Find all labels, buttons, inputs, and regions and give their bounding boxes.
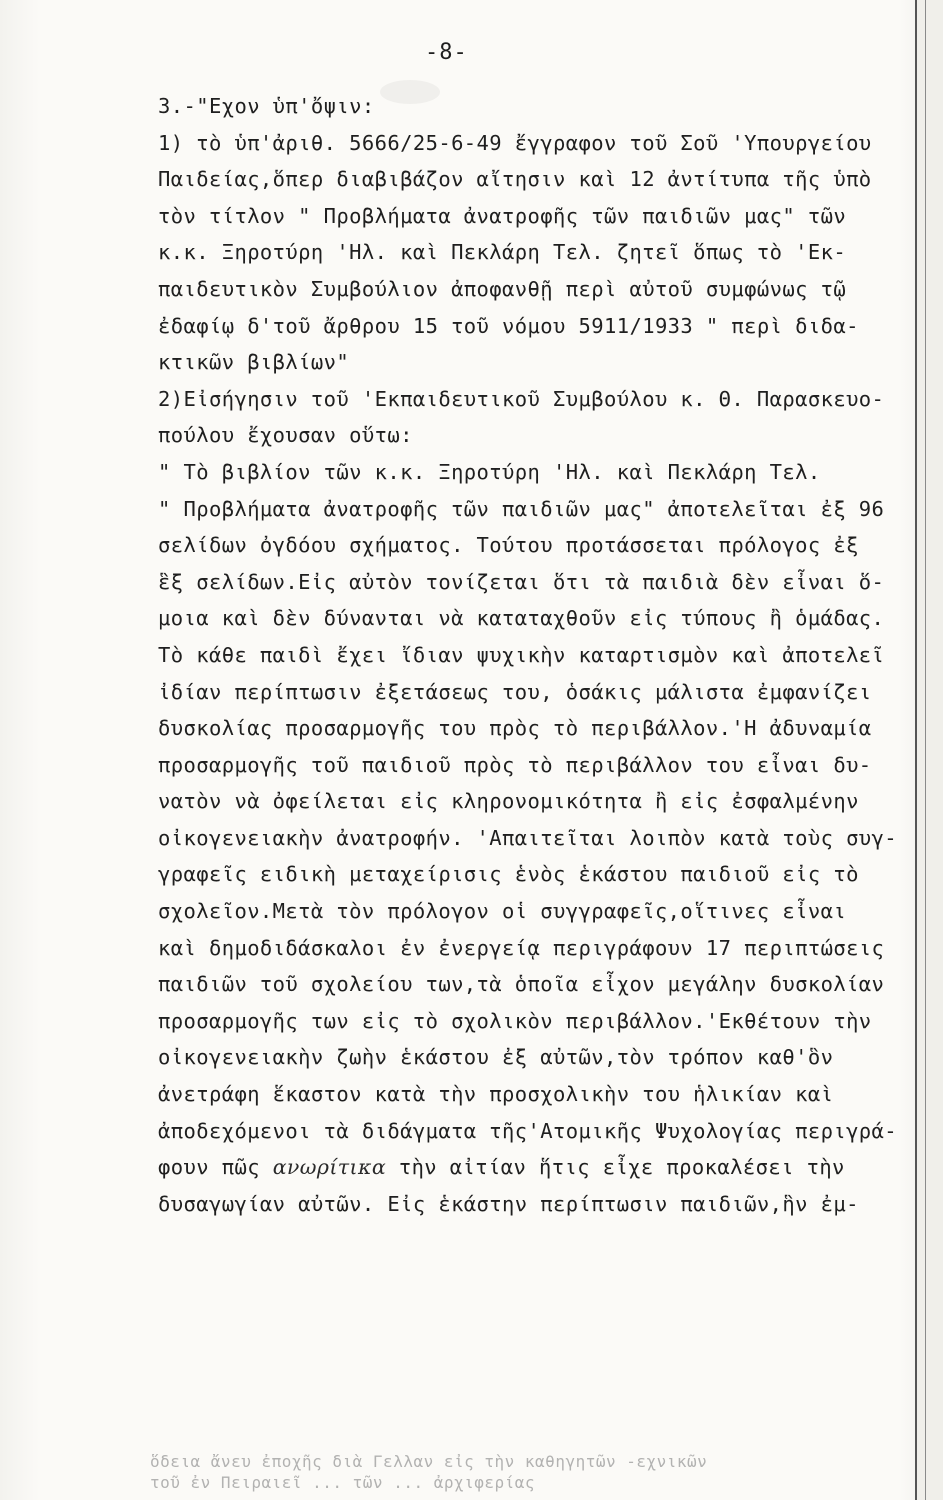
- text-line: δυσκολίας προσαρμογῆς του πρὸς τὸ περιβάλλον.'Η ἀδυναμία: [158, 716, 872, 741]
- text-line: ἰδίαν περίπτωσιν ἐξετάσεως του, ὁσάκις μάλιστα ἐμφανίζει: [158, 679, 872, 704]
- text-line: τὸν τίτλον " Προβλήματα ἀνατροφῆς τῶν παιδιῶν μας" τῶν: [158, 203, 847, 228]
- text-line: " Προβλήματα ἀνατροφῆς τῶν παιδιῶν μας" ἀποτελεῖται ἐξ 96: [158, 496, 885, 521]
- text-line: παιδευτικὸν Συμβούλιον ἀποφανθῇ περὶ αὐτοῦ συμφώνως τῷ: [158, 276, 847, 301]
- text-line: νατὸν νὰ ὀφείλεται εἰς κληρονομικότητα ἢ εἰς ἐσφαλμένην: [158, 789, 859, 814]
- page-binding-edge: [915, 0, 943, 1500]
- text-line: ἀνετράφη ἕκαστον κατὰ τὴν προσχολικὴν του ἡλικίαν καὶ: [158, 1082, 834, 1107]
- text-line: ἓξ σελίδων.Εἰς αὐτὸν τονίζεται ὅτι τὰ παιδιὰ δὲν εἶναι ὅ-: [158, 569, 885, 594]
- text-line: πούλου ἔχουσαν οὕτω:: [158, 423, 413, 448]
- text-line: παιδιῶν τοῦ σχολείου των,τὰ ὁποῖα εἶχον μεγάλην δυσκολίαν: [158, 972, 885, 997]
- binding-rule: [925, 0, 926, 1500]
- document-body: [158, 88, 918, 1222]
- line-text-after: τὴν αἰτίαν ἥτις εἶχε προκαλέσει τὴν: [398, 1155, 845, 1180]
- text-line: ἀποδεχόμενοι τὰ διδάγματα τῆς'Ατομικῆς Ψυχολογίας περιγρά-: [158, 1118, 898, 1143]
- text-line: " Τὸ βιβλίον τῶν κ.κ. Ξηροτύρη 'Ηλ. καὶ Πεκλάρη Τελ.: [158, 459, 821, 484]
- handwritten-correction: ανωρίτικα: [272, 1155, 387, 1180]
- text-line: προσαρμογῆς τοῦ παιδιοῦ πρὸς τὸ περιβάλλον του εἶναι δυ-: [158, 752, 872, 777]
- text-line: Παιδείας,ὅπερ διαβιβάζον αἴτησιν καὶ 12 ἀντίτυπα τῆς ὑπὸ: [158, 167, 872, 192]
- page-number: -8-: [425, 40, 468, 65]
- text-line: Τὸ κάθε παιδὶ ἔχει ἴδιαν ψυχικὴν καταρτισμὸν καὶ ἀποτελεῖ: [158, 642, 885, 667]
- bleed-through-text: ὅδεια ἄνευ ἐποχῆς διὰ Γελλαν εἰς τὴν καθηγητῶν -εχνικῶν: [150, 1452, 708, 1471]
- bleed-through-text: τοῦ ἐν Πειραιεῖ ... τῶν ... ἀρχιφερίας: [150, 1473, 536, 1492]
- text-line: 2)Εἰσήγησιν τοῦ 'Εκπαιδευτικοῦ Συμβούλου κ. Θ. Παρασκευο-: [158, 386, 885, 411]
- text-line: προσαρμογῆς των εἰς τὸ σχολικὸν περιβάλλον.'Εκθέτουν τὴν: [158, 1008, 872, 1033]
- text-line: κτικῶν βιβλίων": [158, 350, 350, 375]
- text-line: οἰκογενειακὴν ζωὴν ἑκάστου ἐξ αὐτῶν,τὸν τρόπον καθ'ὃν: [158, 1045, 834, 1070]
- line-text-before: φουν πῶς: [158, 1155, 260, 1180]
- text-line: καὶ δημοδιδάσκαλοι ἐν ἐνεργείᾳ περιγράφουν 17 περιπτώσεις: [158, 935, 885, 960]
- text-line: σχολεῖον.Μετὰ τὸν πρόλογον οἱ συγγραφεῖς,οἵτινες εἶναι: [158, 899, 847, 924]
- text-line: 3.-"Εχον ὑπ'ὄψιν:: [158, 94, 375, 118]
- text-line: μοια καὶ δὲν δύνανται νὰ καταταχθοῦν εἰς τύπους ἢ ὁμάδας.: [158, 606, 885, 631]
- text-line: κ.κ. Ξηροτύρη 'Ηλ. καὶ Πεκλάρη Τελ. ζητεῖ ὅπως τὸ 'Εκ-: [158, 240, 847, 265]
- text-line: ἐδαφίῳ δ'τοῦ ἄρθρου 15 τοῦ νόμου 5911/1933 " περὶ διδα-: [158, 313, 859, 338]
- text-line-with-handwriting: [158, 1149, 918, 1186]
- text-line: σελίδων ὀγδόου σχήματος. Τούτου προτάσσεται πρόλογος ἐξ: [158, 533, 859, 558]
- text-line: οἰκογενειακὴν ἀνατροφήν. 'Απαιτεῖται λοιπὸν κατὰ τοὺς συγ-: [158, 825, 898, 850]
- text-line: δυσαγωγίαν αὐτῶν. Εἰς ἑκάστην περίπτωσιν παιδιῶν,ἣν ἐμ-: [158, 1191, 859, 1216]
- text-line: γραφεῖς ειδικὴ μεταχείρισις ἑνὸς ἑκάστου παιδιοῦ εἰς τὸ: [158, 862, 859, 887]
- text-line: 1) τὸ ὑπ'ἀριθ. 5666/25-6-49 ἔγγραφον τοῦ Σοῦ 'Υπουργείου: [158, 130, 872, 155]
